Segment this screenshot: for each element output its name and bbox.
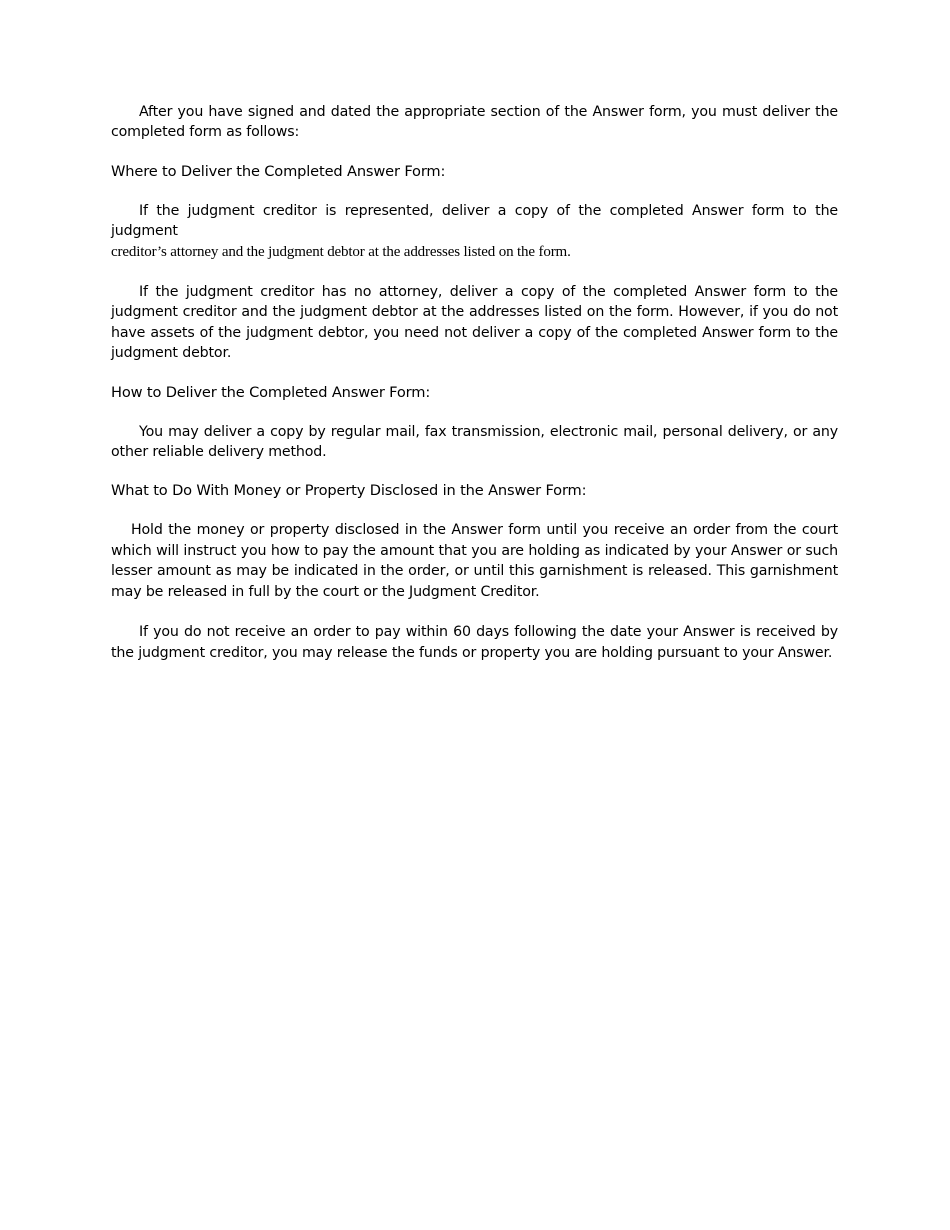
release-funds-paragraph: If you do not receive an order to pay within 60 days following the date your Answer is received by the judgment creditor, you may release the funds or property you are holding pursuant to your Answer.: [111, 624, 838, 661]
how-to-deliver-heading: How to Deliver the Completed Answer Form:: [111, 383, 431, 401]
intro-paragraph: After you have signed and dated the appropriate section of the Answer form, you must deliver the completed form as follows:: [111, 104, 838, 141]
no-attorney-paragraph: If the judgment creditor has no attorney, deliver a copy of the completed Answer form to the judgment creditor and the judgment debtor at the addresses listed on the form. However, if you do not have assets of the judgment debtor, you need not deliver a copy of the completed Answer form to the judgment debtor.: [111, 284, 838, 362]
delivery-methods-paragraph: You may deliver a copy by regular mail, fax transmission, electronic mail, personal delivery, or any other reliable delivery method.: [111, 423, 838, 461]
document-page: [111, 102, 838, 663]
represented-creditor-line-2: creditor’s attorney and the judgment debtor at the addresses listed on the form.: [111, 243, 571, 260]
money-or-property-heading: What to Do With Money or Property Disclosed in the Answer Form:: [111, 482, 587, 500]
where-to-deliver-heading: Where to Deliver the Completed Answer Form:: [111, 162, 446, 180]
represented-creditor-line-1: If the judgment creditor is represented, deliver a copy of the completed Answer form to the judgment: [111, 202, 838, 240]
represented-creditor-paragraph: [111, 201, 838, 242]
represented-creditor-paragraph-continued: [111, 242, 838, 262]
hold-money-paragraph: Hold the money or property disclosed in the Answer form until you receive an order from the court which will instruct you how to pay the amount that you are holding as indicated by your Answer or such lesser amount as may be indicated in the order, or until this garnishment is released. This garnishment may be released in full by the court or the Judgment Creditor.: [111, 522, 838, 600]
